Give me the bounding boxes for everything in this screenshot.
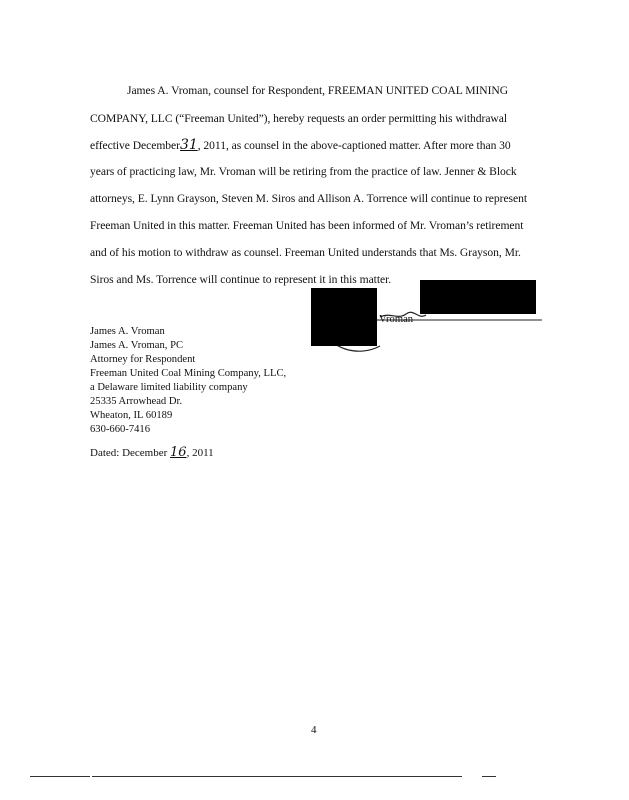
- handwritten-day: 31: [179, 137, 198, 153]
- body-line-1: James A. Vroman, counsel for Respondent, FREEMAN UNITED COAL MINING: [127, 84, 509, 97]
- sig-block-line-5: a Delaware limited liability company: [90, 382, 248, 393]
- body-line-5: attorneys, E. Lynn Grayson, Steven M. Siros and Allison A. Torrence will continue to represent: [90, 192, 528, 205]
- sig-block-line-4: Freeman United Coal Mining Company, LLC,: [90, 368, 287, 379]
- sig-block-line-3: Attorney for Respondent: [90, 354, 196, 365]
- body-line-3-post: , 2011, as counsel in the above-captioned matter. After more than 30: [197, 139, 511, 152]
- footer-rule-1: [30, 776, 90, 777]
- body-line-3: [90, 138, 511, 153]
- body-line-3-pre: effective December: [90, 139, 180, 152]
- body-line-7: and of his motion to withdraw as counsel. Freeman United understands that Ms. Grayson, Mr.: [90, 246, 521, 259]
- body-line-6: Freeman United in this matter. Freeman United has been informed of Mr. Vroman’s retirement: [90, 219, 524, 232]
- sig-block-line-7: Wheaton, IL 60189: [90, 410, 173, 421]
- sig-block-line-8: 630-660-7416: [90, 424, 151, 435]
- redaction-box-left: [311, 288, 377, 346]
- footer-rule-3: [482, 776, 496, 777]
- page-number: 4: [311, 724, 317, 736]
- body-line-8: Siros and Ms. Torrence will continue to represent it in this matter.: [90, 273, 392, 286]
- sig-block-line-2: James A. Vroman, PC: [90, 340, 184, 351]
- body-line-2: COMPANY, LLC (“Freeman United”), hereby requests an order permitting his withdrawal: [90, 112, 508, 125]
- body-line-4: years of practicing law, Mr. Vroman will be retiring from the practice of law. Jenner & Block: [90, 165, 517, 178]
- redaction-box-right: [420, 280, 536, 314]
- dated-pre: Dated: December: [90, 447, 168, 459]
- sig-block-line-6: 25335 Arrowhead Dr.: [90, 396, 183, 407]
- footer-rule-2: [92, 776, 462, 777]
- sig-block-line-1: James A. Vroman: [90, 326, 165, 337]
- dated-post: , 2011: [186, 447, 214, 459]
- dated-line: [90, 447, 214, 459]
- signature-printed-name: Vroman: [379, 314, 414, 325]
- handwritten-dated-day: 16: [170, 445, 187, 460]
